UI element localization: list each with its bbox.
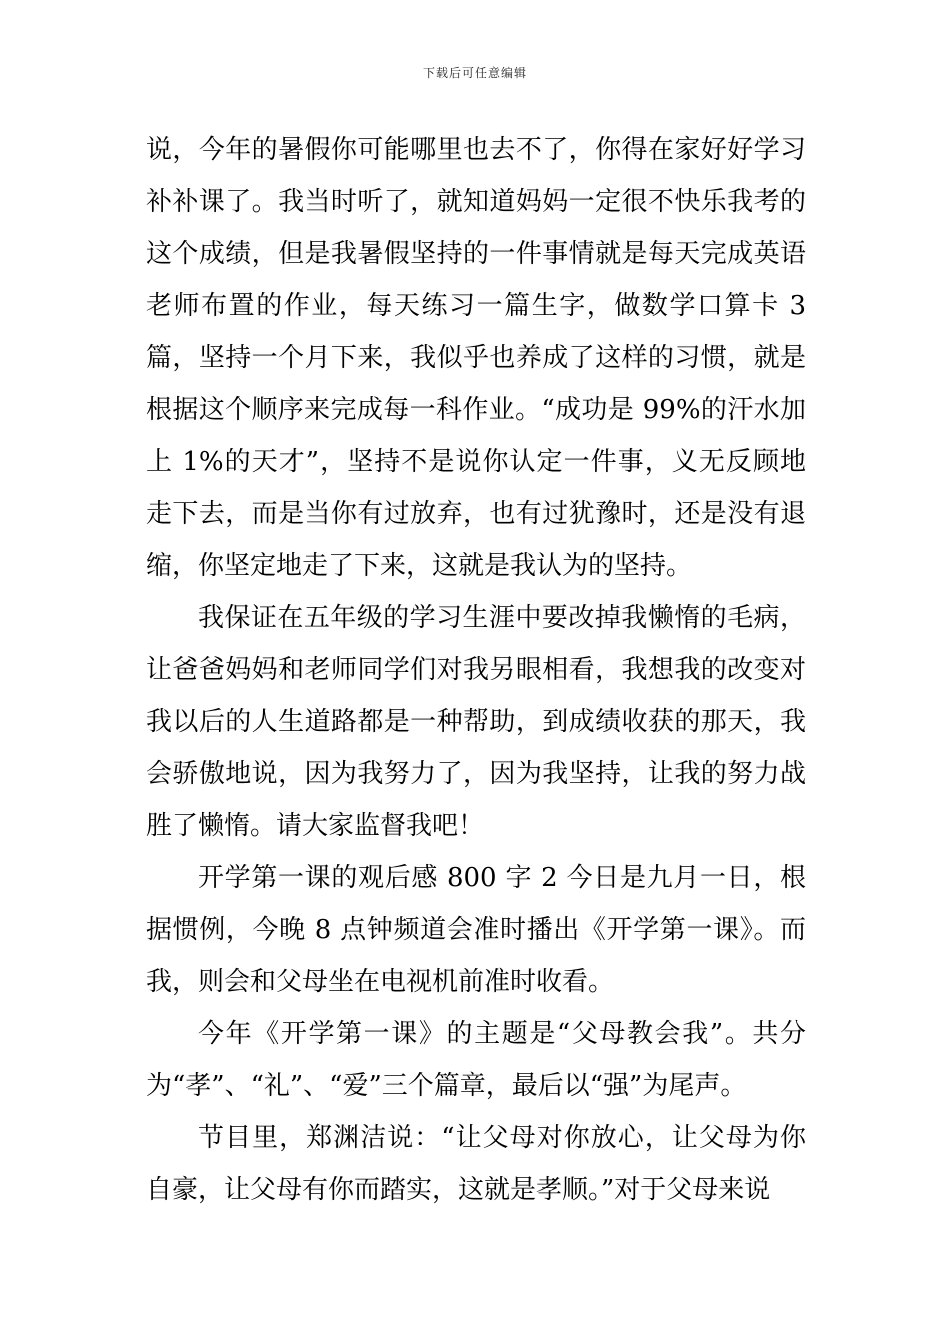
document-body (146, 124, 806, 1216)
page-header-note: 下载后可任意编辑 (422, 66, 527, 80)
paragraph: 今年《开学第一课》的主题是“父母教会我”。共分为“孝”、“礼”、“爱”三个篇章，最后以“强”为尾声。 (146, 1019, 806, 1101)
paragraph: 我保证在五年级的学习生涯中要改掉我懒惰的毛病，让爸爸妈妈和老师同学们对我另眼相看，我想我的改变对我以后的人生道路都是一种帮助，到成绩收获的那天，我会骄傲地说，因为我努力了，因为我坚持，让我的努力战胜了懒惰。请大家监督我吧！ (146, 603, 806, 841)
paragraph: 节目里，郑渊洁说：“让父母对你放心，让父母为你自豪，让父母有你而踏实，这就是孝顺。”对于父母来说 (146, 1123, 806, 1205)
paragraph: 开学第一课的观后感 800 字 2 今日是九月一日，根据惯例，今晚 8 点钟频道会准时播出《开学第一课》。而我，则会和父母坐在电视机前准时收看。 (146, 863, 806, 997)
paragraph-continuation: 说，今年的暑假你可能哪里也去不了，你得在家好好学习补补课了。我当时听了，就知道妈妈一定很不快乐我考的这个成绩，但是我暑假坚持的一件事情就是每天完成英语老师布置的作业，每天练习一篇生字，做数学口算卡 3 篇，坚持一个月下来，我似乎也养成了这样的习惯，就是根据这个顺序来完成每一科作业。“成功是 99%的汗水加上 1%的天才”，坚持不是说你认定一件事，义无反顾地走下去，而是当你有过放弃，也有过犹豫时，还是没有退缩，你坚定地走了下来，这就是我认为的坚持。 (146, 135, 806, 581)
